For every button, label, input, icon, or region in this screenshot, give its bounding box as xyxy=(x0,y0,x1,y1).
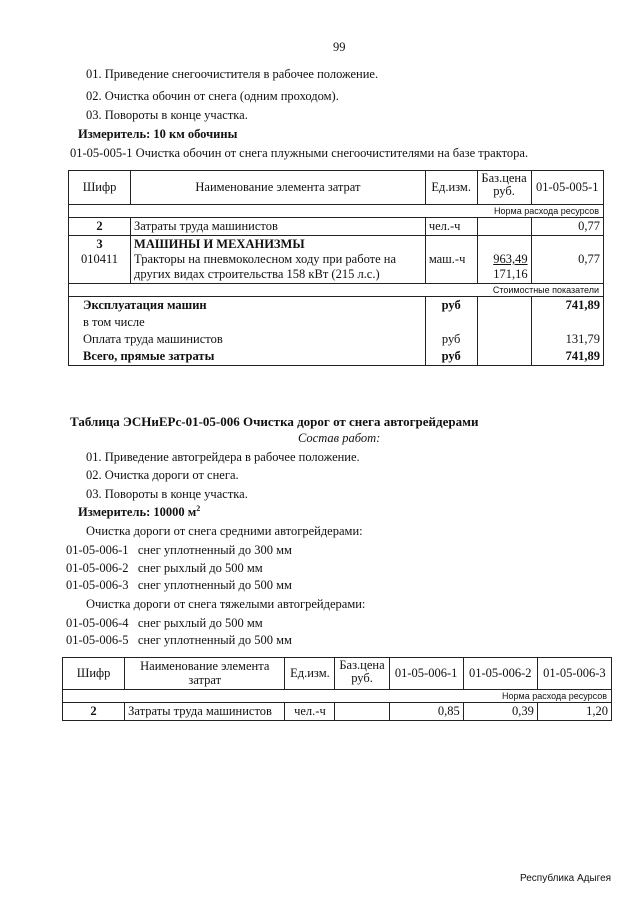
summary-unit: руб xyxy=(425,348,477,366)
col-header: Наименование элемента затрат xyxy=(125,658,285,690)
item-text: снег уплотненный до 500 мм xyxy=(137,633,292,647)
work-item: 03. Повороты в конце участка. xyxy=(86,487,248,501)
table-cell xyxy=(477,348,531,366)
table-cell: 2 xyxy=(63,703,125,721)
section-title: МАШИНЫ И МЕХАНИЗМЫ xyxy=(134,237,305,251)
col-header: Баз.цена руб. xyxy=(335,658,389,690)
item-code: 01-05-006-1 xyxy=(66,543,129,557)
table-cell xyxy=(477,218,531,236)
row-code: 3 xyxy=(96,237,103,251)
meter-text: Измеритель: 10000 м xyxy=(78,505,197,520)
table-cell xyxy=(69,236,131,284)
table-cell xyxy=(425,314,477,331)
table-cell: 0,77 xyxy=(531,236,603,284)
table-cell: 0,39 xyxy=(463,703,537,721)
footer-region: Республика Адыгея xyxy=(520,873,612,884)
item-code: 01-05-006-2 xyxy=(66,561,129,575)
table-cell xyxy=(477,331,531,348)
row-name: других видах строительства 158 кВт (215 л.с.) xyxy=(134,267,380,281)
item-text: снег рыхлый до 500 мм xyxy=(137,561,263,575)
col-header: 01-05-006-1 xyxy=(389,658,463,690)
work-item: 02. Очистка дороги от снега. xyxy=(86,468,239,482)
item-text: снег уплотненный до 500 мм xyxy=(137,578,292,592)
col-header: Шифр xyxy=(63,658,125,690)
table-cell: 1,20 xyxy=(537,703,611,721)
code-item xyxy=(66,561,263,576)
row-code: 010411 xyxy=(81,252,119,266)
code-item xyxy=(66,543,292,558)
table-cell xyxy=(531,314,603,331)
price-value: 171,16 xyxy=(493,267,528,281)
work-item: 03. Повороты в конце участка. xyxy=(86,108,248,122)
summary-value: 131,79 xyxy=(531,331,603,348)
col-header: Наименование элемента затрат xyxy=(131,171,426,205)
resource-table-1 xyxy=(68,170,604,366)
item-code: 01-05-006-5 xyxy=(66,633,129,647)
page-number: 99 xyxy=(333,40,346,54)
summary-value: 741,89 xyxy=(531,297,603,315)
code-item xyxy=(66,578,292,593)
table-cell xyxy=(131,236,426,284)
meter-label: Измеритель: 10 км обочины xyxy=(78,127,238,141)
table-cell xyxy=(477,314,531,331)
table-cell xyxy=(477,236,531,284)
price-value: 963,49 xyxy=(493,252,528,266)
col-header: Ед.изм. xyxy=(285,658,335,690)
summary-unit: руб xyxy=(425,331,477,348)
table-cell: чел.-ч xyxy=(425,218,477,236)
item-text: снег уплотненный до 300 мм xyxy=(137,543,292,557)
table-cell: маш.-ч xyxy=(425,236,477,284)
resource-table-2 xyxy=(62,657,612,721)
work-item: 01. Приведение снегоочистителя в рабочее положение. xyxy=(86,67,379,81)
norm-header: Норма расхода ресурсов xyxy=(69,205,604,218)
summary-value: 741,89 xyxy=(531,348,603,366)
group-label: Очистка дороги от снега средними автогрейдерами: xyxy=(86,524,363,538)
table-cell: Затраты труда машинистов xyxy=(125,703,285,721)
table-cell: 0,85 xyxy=(389,703,463,721)
col-header: 01-05-005-1 xyxy=(531,171,603,205)
work-item: 02. Очистка обочин от снега (одним проходом). xyxy=(86,89,339,103)
sostav-label: Состав работ: xyxy=(298,431,381,445)
cost-header: Стоимостные показатели xyxy=(69,284,604,297)
table-cell: 0,77 xyxy=(531,218,603,236)
norm-header: Норма расхода ресурсов xyxy=(63,690,612,703)
col-header: 01-05-006-2 xyxy=(463,658,537,690)
table-cell: 2 xyxy=(69,218,131,236)
col-header: Ед.изм. xyxy=(425,171,477,205)
table-cell: чел.-ч xyxy=(285,703,335,721)
table-cell: Затраты труда машинистов xyxy=(131,218,426,236)
work-item: 01. Приведение автогрейдера в рабочее положение. xyxy=(86,450,360,464)
code-line: 01-05-005-1 Очистка обочин от снега плужными снегоочистителями на базе трактора. xyxy=(70,146,529,160)
col-header: Шифр xyxy=(69,171,131,205)
summary-label: Оплата труда машинистов xyxy=(69,331,426,348)
summary-label: Всего, прямые затраты xyxy=(69,348,426,366)
item-code: 01-05-006-4 xyxy=(66,616,129,630)
code-item xyxy=(66,633,292,648)
table-cell xyxy=(477,297,531,315)
table-cell xyxy=(335,703,389,721)
summary-label: Эксплуатация машин xyxy=(69,297,426,315)
item-code: 01-05-006-3 xyxy=(66,578,129,592)
summary-label: в том числе xyxy=(69,314,426,331)
meter-sup: 2 xyxy=(196,504,201,513)
code-item xyxy=(66,616,263,631)
col-header: Баз.цена руб. xyxy=(477,171,531,205)
row-name: Тракторы на пневмоколесном ходу при работе на xyxy=(134,252,397,266)
table-title: Таблица ЭСНиЕРс-01-05-006 Очистка дорог от снега автогрейдерами xyxy=(70,414,479,429)
summary-unit: руб xyxy=(425,297,477,315)
col-header: 01-05-006-3 xyxy=(537,658,611,690)
item-text: снег рыхлый до 500 мм xyxy=(137,616,263,630)
meter-label xyxy=(78,504,200,520)
group-label: Очистка дороги от снега тяжелыми автогрейдерами: xyxy=(86,597,366,611)
